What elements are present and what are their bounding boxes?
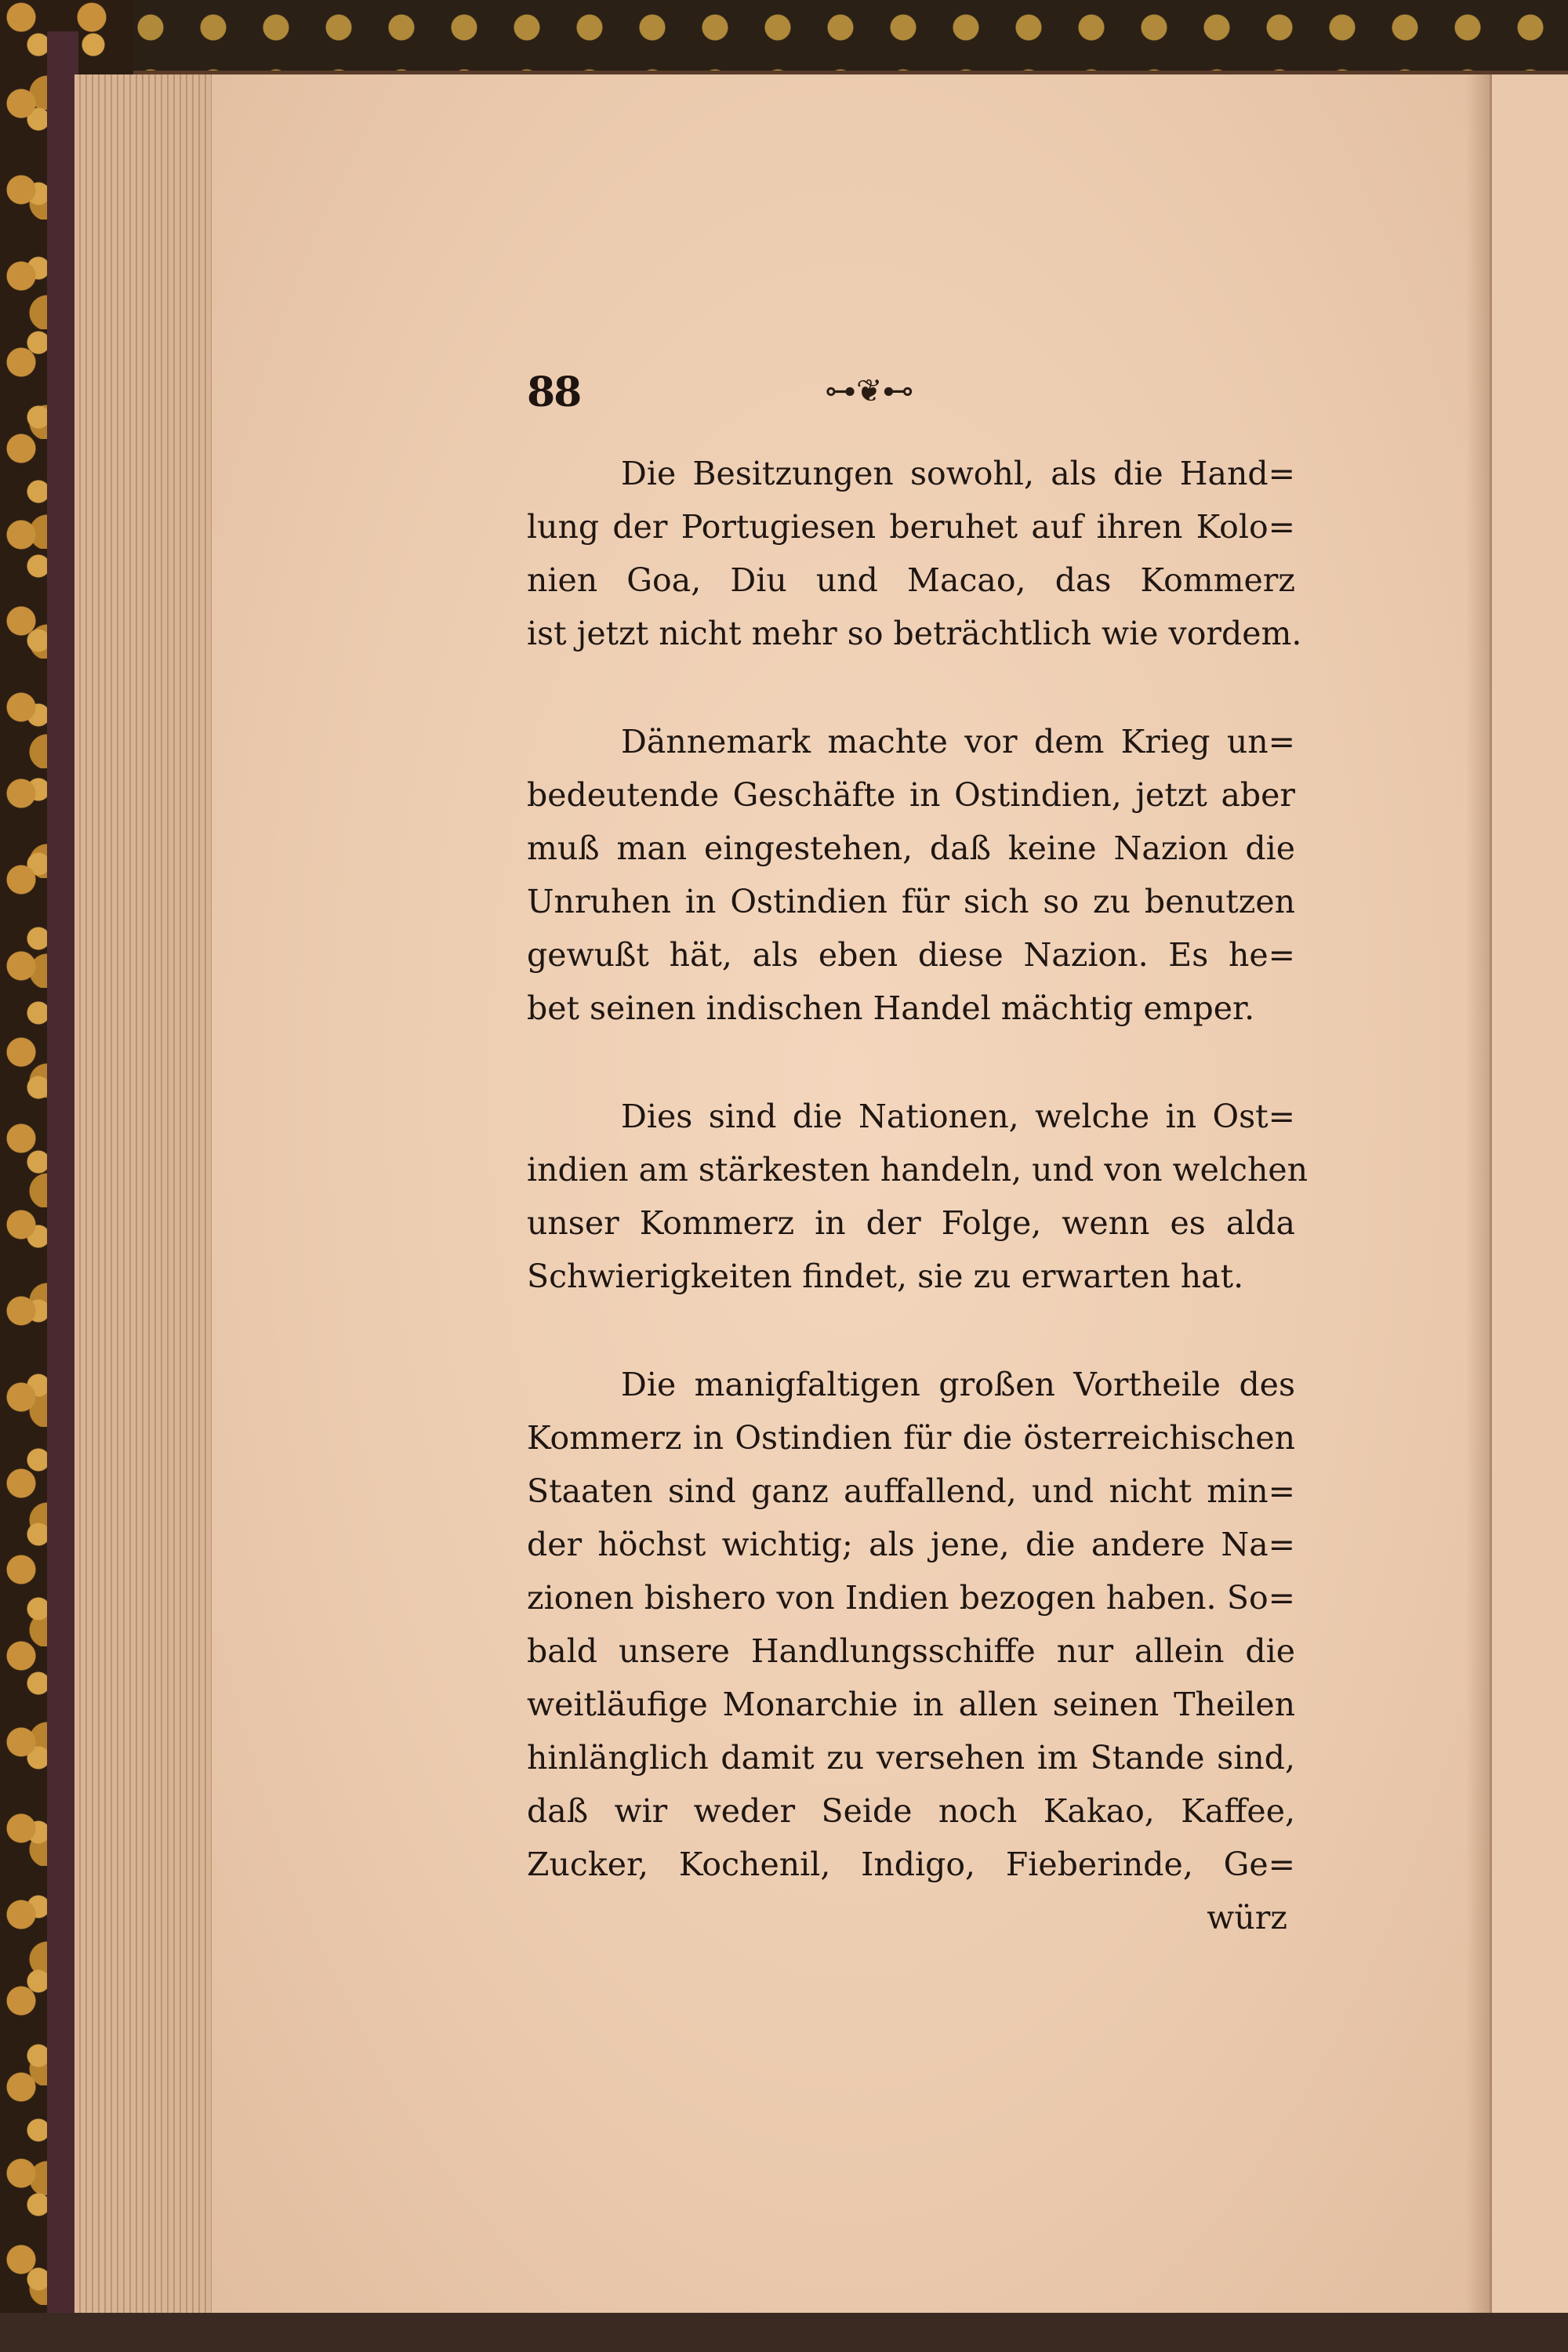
text-line: Dies sind die Nationen, welche in Ost= [621, 1098, 1295, 1135]
text-line: Staaten sind ganz auffallend, und nicht min= [527, 1472, 1295, 1510]
text-line: nien Goa, Diu und Macao, das Kommerz [527, 561, 1295, 599]
paragraph [527, 1358, 1295, 1891]
text-line: Die manigfaltigen großen Vortheile des [621, 1366, 1295, 1403]
catchword: würz [1207, 1899, 1287, 1936]
text-line: Schwierigkeiten findet, sie zu erwarten hat. [527, 1258, 1244, 1295]
book-cover-bottom [0, 2313, 1568, 2352]
text-line: der höchst wichtig; als jene, die andere Na= [527, 1526, 1295, 1563]
text-line: Die Besitzungen sowohl, als die Hand= [621, 455, 1295, 492]
text-line: zionen bishero von Indien bezogen haben. So= [527, 1579, 1295, 1617]
text-block [527, 447, 1308, 1944]
book-cover-top [0, 0, 1568, 71]
text-line: Zucker, Kochenil, Indigo, Fieberinde, Ge= [527, 1846, 1295, 1883]
header-ornament-icon: ⊶❦⊷ [825, 373, 914, 409]
text-line: bald unsere Handlungsschiffe nur allein die [527, 1632, 1295, 1670]
text-line: Dännemark machte vor dem Krieg un= [621, 723, 1295, 760]
paragraph [527, 1090, 1308, 1303]
facing-page-edge [1490, 74, 1568, 2317]
text-line: indien am stärkesten handeln, und von welchen [527, 1151, 1308, 1189]
text-line: hinlänglich damit zu versehen im Stande sind, [527, 1739, 1295, 1777]
page-number: 88 [527, 368, 581, 416]
text-line: gewußt hät, als eben diese Nazion. Es he= [527, 936, 1295, 974]
paragraph [527, 715, 1295, 1035]
page-header [527, 368, 1295, 423]
text-line: weitläufige Monarchie in allen seinen Theilen [527, 1686, 1295, 1723]
text-line: ist jetzt nicht mehr so beträchtlich wie vordem. [527, 615, 1302, 652]
text-line: daß wir weder Seide noch Kakao, Kaffee, [527, 1792, 1295, 1830]
page-stack-edges [74, 74, 223, 2317]
text-line: muß man eingestehen, daß keine Nazion die [527, 829, 1295, 867]
text-line: Unruhen in Ostindien für sich so zu benutzen [527, 883, 1295, 920]
gutter-shadow [1466, 74, 1490, 2317]
cover-edge [47, 31, 78, 2321]
text-line: bedeutende Geschäfte in Ostindien, jetzt aber [527, 776, 1295, 814]
text-line: lung der Portugiesen beruhet auf ihren Kolo= [527, 508, 1295, 546]
text-line: bet seinen indischen Handel mächtig emper. [527, 989, 1255, 1027]
paragraph [527, 447, 1302, 660]
text-line: Kommerz in Ostindien für die österreichischen [527, 1419, 1295, 1457]
text-line: unser Kommerz in der Folge, wenn es alda [527, 1204, 1295, 1242]
